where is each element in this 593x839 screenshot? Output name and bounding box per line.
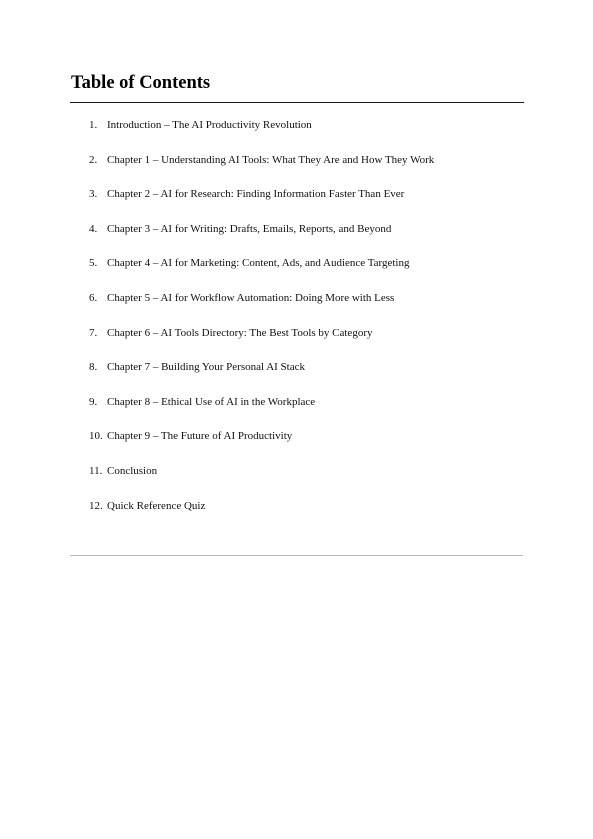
toc-item — [0, 186, 593, 221]
toc-item — [0, 498, 593, 533]
toc-item-number: 2. — [89, 153, 98, 166]
toc-item-text: Chapter 2 – AI for Research: Finding Information Faster Than Ever — [107, 188, 405, 201]
toc-item — [0, 255, 593, 290]
toc-item — [0, 152, 593, 187]
toc-item-text: Quick Reference Quiz — [107, 499, 206, 512]
toc-item-number: 8. — [89, 361, 98, 374]
toc-item-text: Chapter 3 – AI for Writing: Drafts, Emails, Reports, and Beyond — [107, 222, 392, 235]
toc-item-number: 12. — [89, 499, 103, 512]
toc-item-text: Chapter 8 – Ethical Use of AI in the Workplace — [107, 395, 316, 408]
toc-item — [0, 325, 593, 360]
toc-item-text: Chapter 7 – Building Your Personal AI Stack — [107, 361, 305, 374]
section-divider — [70, 555, 523, 556]
toc-item-number: 9. — [89, 395, 98, 408]
toc-item — [0, 221, 593, 256]
toc-item — [0, 463, 593, 498]
toc-item-text: Chapter 4 – AI for Marketing: Content, Ads, and Audience Targeting — [107, 257, 410, 270]
toc-item-text: Chapter 6 – AI Tools Directory: The Best Tools by Category — [107, 326, 373, 339]
toc-item — [0, 428, 593, 463]
toc-item-number: 7. — [89, 326, 98, 339]
toc-item — [0, 359, 593, 394]
toc-list — [0, 117, 593, 532]
toc-item-text: Chapter 1 – Understanding AI Tools: What They Are and How They Work — [107, 153, 435, 166]
toc-item-number: 6. — [89, 291, 98, 304]
toc-item-number: 1. — [89, 119, 98, 131]
toc-item-number: 5. — [89, 257, 98, 270]
toc-item — [0, 290, 593, 325]
toc-item-number: 3. — [89, 188, 98, 201]
toc-item — [0, 394, 593, 429]
toc-item-text: Chapter 9 – The Future of AI Productivity — [107, 430, 293, 443]
toc-item — [0, 117, 593, 152]
toc-item-number: 11. — [89, 464, 103, 477]
toc-item-text: Conclusion — [107, 464, 158, 477]
toc-item-number: 10. — [89, 430, 103, 443]
title-divider — [70, 102, 524, 103]
toc-item-text: Chapter 5 – AI for Workflow Automation: Doing More with Less — [107, 291, 395, 304]
toc-item-text: Introduction – The AI Productivity Revolution — [107, 119, 312, 131]
toc-item-number: 4. — [89, 222, 98, 235]
page-title: Table of Contents — [71, 73, 211, 93]
